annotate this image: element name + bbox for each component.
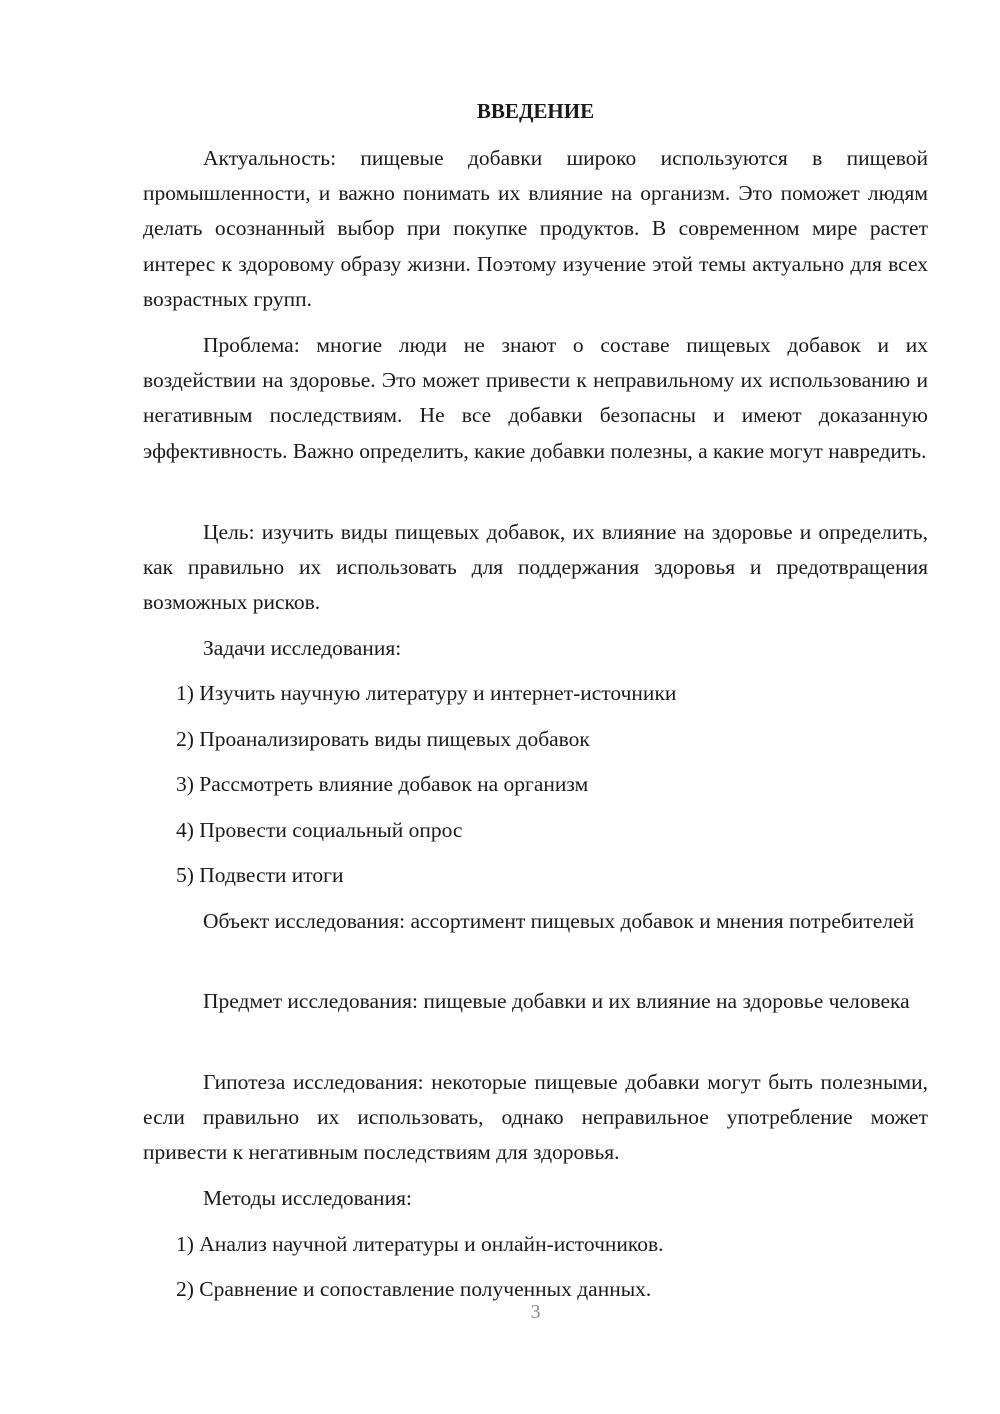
problem-paragraph: Проблема: многие люди не знают о составе пищевых добавок и их воздействии на здоровье. Это может привести к неправильному их использованию и негативным последствиям. Не все добавки безопасны и имеют доказанную эффективность. Важно определить, какие добавки полезны, а какие могут навредить.	[143, 333, 928, 463]
page-number: 3	[530, 1301, 541, 1323]
task-item: 3) Рассмотреть влияние добавок на организм	[176, 772, 589, 796]
method-item: 1) Анализ научной литературы и онлайн-источников.	[176, 1232, 664, 1256]
method-item: 2) Сравнение и сопоставление полученных данных.	[176, 1277, 652, 1301]
task-item: 4) Провести социальный опрос	[176, 818, 463, 842]
task-item: 2) Проанализировать виды пищевых добавок	[176, 727, 590, 751]
methods-heading: Методы исследования:	[203, 1186, 412, 1210]
hypothesis-paragraph: Гипотеза исследования: некоторые пищевые добавки могут быть полезными, если правильно их использовать, однако неправильное употребление может привести к негативным последствиям для здоровья.	[143, 1070, 928, 1165]
object-paragraph: Объект исследования: ассортимент пищевых добавок и мнения потребителей	[203, 909, 915, 933]
task-item: 1) Изучить научную литературу и интернет-источники	[176, 681, 677, 705]
section-title: ВВЕДЕНИЕ	[476, 99, 595, 123]
relevance-paragraph: Актуальность: пищевые добавки широко используются в пищевой промышленности, и важно понимать их влияние на организм. Это поможет людям делать осознанный выбор при покупке продуктов. В современном мире растет интерес к здоровому образу жизни. Поэтому изучение этой темы актуально для всех возрастных групп.	[143, 146, 928, 311]
tasks-heading: Задачи исследования:	[203, 636, 402, 660]
goal-paragraph: Цель: изучить виды пищевых добавок, их влияние на здоровье и определить, как правильно их использовать для поддержания здоровья и предотвращения возможных рисков.	[143, 520, 928, 615]
subject-paragraph: Предмет исследования: пищевые добавки и их влияние на здоровье человека	[203, 989, 910, 1013]
task-item: 5) Подвести итоги	[176, 863, 344, 887]
